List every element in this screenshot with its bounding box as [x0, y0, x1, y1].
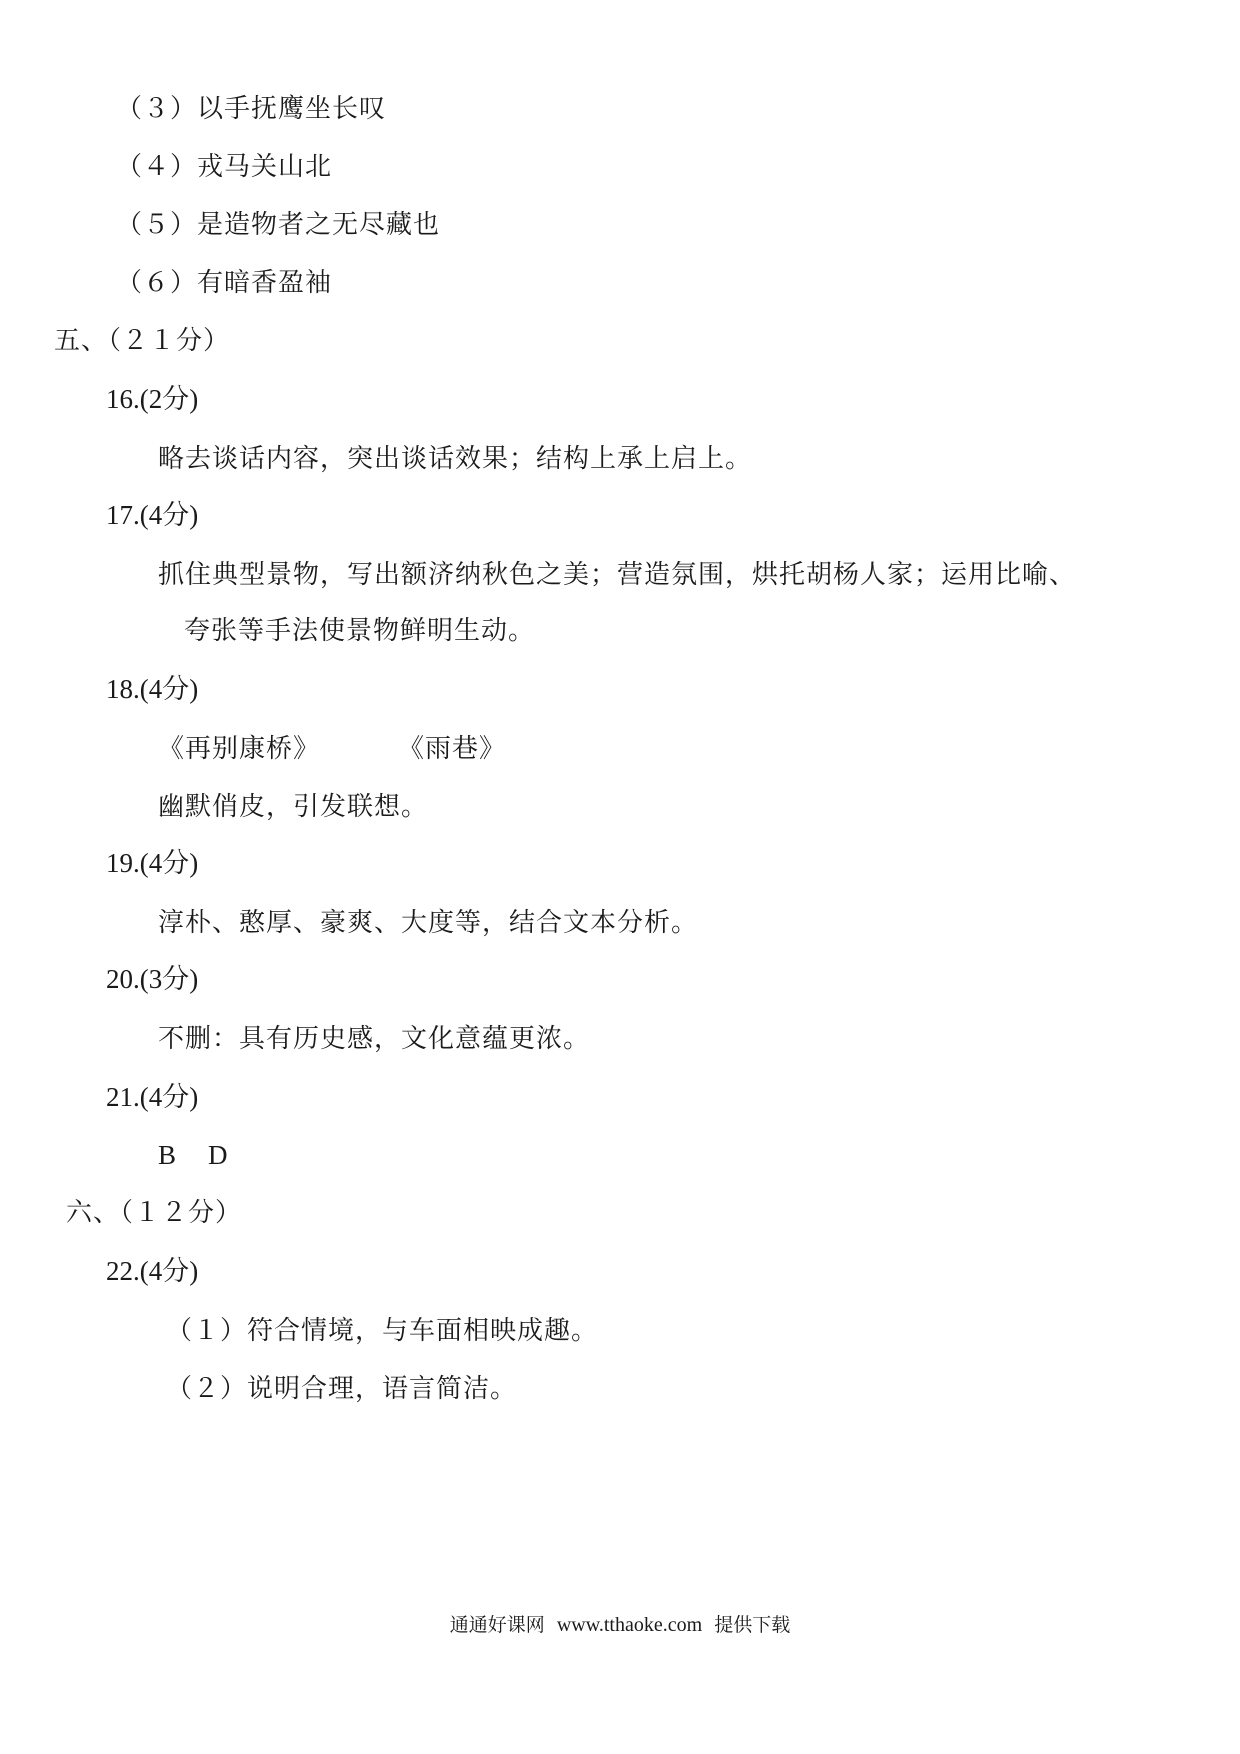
answer-21-a: B — [158, 1140, 177, 1170]
question-17-label: 17.(4分) — [106, 500, 199, 530]
answer-18: 幽默俏皮，引发联想。 — [158, 792, 429, 822]
answer-21-b: D — [208, 1140, 228, 1170]
page-footer — [0, 1612, 1240, 1638]
question-16-label: 16.(2分) — [106, 384, 199, 414]
footer-suffix: 提供下载 — [714, 1614, 791, 1636]
footer-url[interactable]: www.tthaoke.com — [556, 1614, 703, 1636]
answer-17-line-2: 夸张等手法使景物鲜明生动。 — [184, 616, 536, 646]
answer-15-5: （５）是造物者之无尽藏也 — [116, 210, 441, 240]
answer-22-1: （１）符合情境，与车面相映成趣。 — [166, 1316, 599, 1346]
question-19-label: 19.(4分) — [106, 848, 199, 878]
question-22-label: 22.(4分) — [106, 1256, 199, 1286]
answer-15-6: （６）有暗香盈袖 — [116, 268, 333, 298]
answer-19: 淳朴、憨厚、豪爽、大度等，结合文本分析。 — [158, 908, 699, 938]
question-20-label: 20.(3分) — [106, 964, 199, 994]
footer-site-name: 通通好课网 — [449, 1614, 545, 1636]
section-5-heading: 五、（２１分） — [54, 326, 231, 356]
answer-20: 不删：具有历史感，文化意蕴更浓。 — [158, 1024, 591, 1054]
answer-16: 略去谈话内容，突出谈话效果；结构上承上启上。 — [158, 444, 753, 474]
question-18-label: 18.(4分) — [106, 674, 199, 704]
answer-17-line-1: 抓住典型景物，写出额济纳秋色之美；营造氛围，烘托胡杨人家；运用比喻、 — [158, 560, 1077, 590]
answer-18-poem-2: 《雨巷》 — [398, 734, 507, 764]
question-21-label: 21.(4分) — [106, 1082, 199, 1112]
answer-15-3: （３）以手抚鹰坐长叹 — [116, 94, 387, 124]
answer-18-poem-1: 《再别康桥》 — [158, 734, 321, 764]
answer-22-2: （２）说明合理，语言简洁。 — [166, 1374, 518, 1404]
answer-15-4: （４）戎马关山北 — [116, 152, 333, 182]
section-6-heading: 六、（１２分） — [66, 1198, 243, 1228]
